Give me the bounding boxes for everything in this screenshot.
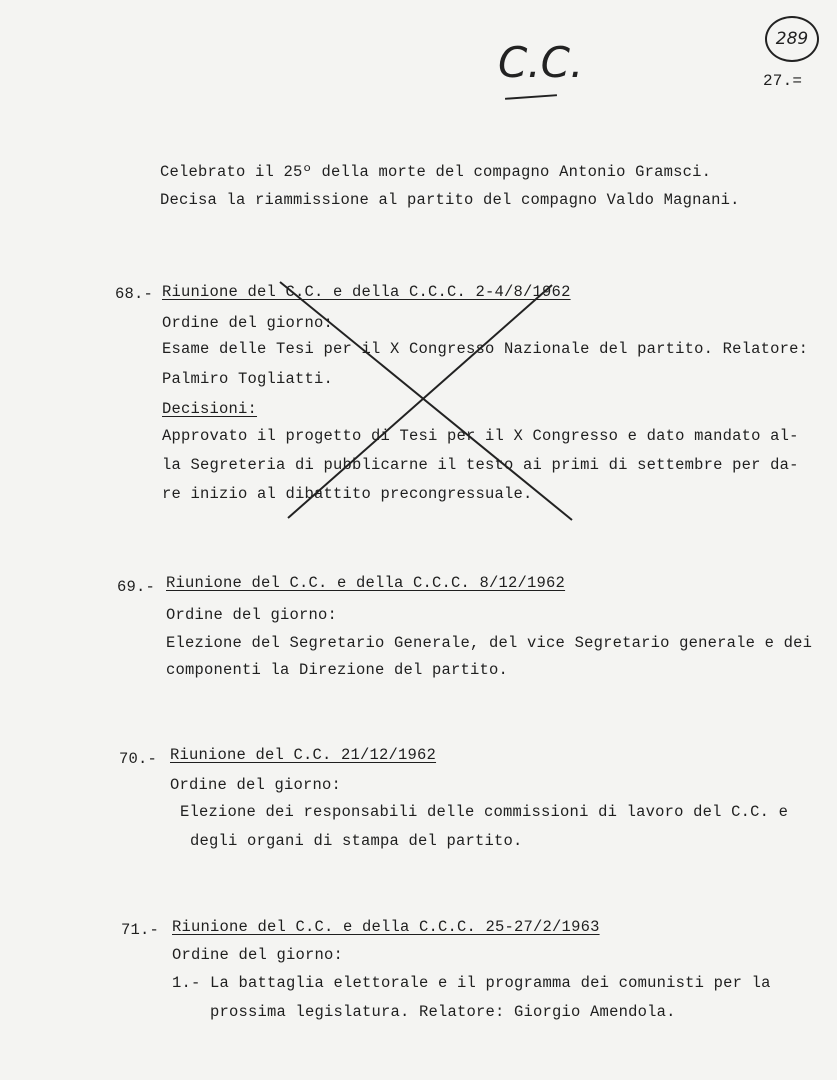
page-number: 27.= [763,72,803,90]
agenda-label: Ordine del giorno: [162,314,334,332]
section-title: Riunione del C.C. e della C.C.C. 25-27/2/1963 [172,918,600,936]
agenda-label: Ordine del giorno: [172,946,344,964]
agenda-label: Ordine del giorno: [166,606,338,624]
agenda-text: Elezione del Segretario Generale, del vice Segretario generale e dei [166,634,813,652]
agenda-text: Esame delle Tesi per il X Congresso Nazionale del partito. Relatore: [162,340,809,358]
section-number: 69.- [117,578,156,596]
section-number: 71.- [121,921,160,939]
section-number: 68.- [115,285,154,303]
folio-number: 289 [775,29,809,49]
agenda-text: degli organi di stampa del partito. [190,832,523,850]
section-title: Riunione del C.C. e della C.C.C. 8/12/1962 [166,574,566,592]
agenda-text: Elezione dei responsabili delle commissioni di lavoro del C.C. e [180,803,789,821]
section-title: Riunione del C.C. e della C.C.C. 2-4/8/1962 [162,283,571,301]
agenda-text: Palmiro Togliatti. [162,370,334,388]
decisions-text: re inizio al dibattito precongressuale. [162,485,533,503]
decisions-text: Approvato il progetto di Tesi per il X Congresso e dato mandato al- [162,427,799,445]
section-title: Riunione del C.C. 21/12/1962 [170,746,437,764]
decisions-text: la Segreteria di pubblicarne il testo ai primi di settembre per da- [162,456,799,474]
agenda-text: 1.- La battaglia elettorale e il programma dei comunisti per la [172,974,771,992]
agenda-text: componenti la Direzione del partito. [166,661,509,679]
intro-line: Decisa la riammissione al partito del compagno Valdo Magnani. [160,191,740,209]
intro-line: Celebrato il 25º della morte del compagno Antonio Gramsci. [160,163,712,181]
agenda-label: Ordine del giorno: [170,776,342,794]
handwritten-title: C.C. [498,38,584,87]
section-number: 70.- [119,750,158,768]
agenda-text: prossima legislatura. Relatore: Giorgio Amendola. [210,1003,676,1021]
decisions-label: Decisioni: [162,400,258,418]
